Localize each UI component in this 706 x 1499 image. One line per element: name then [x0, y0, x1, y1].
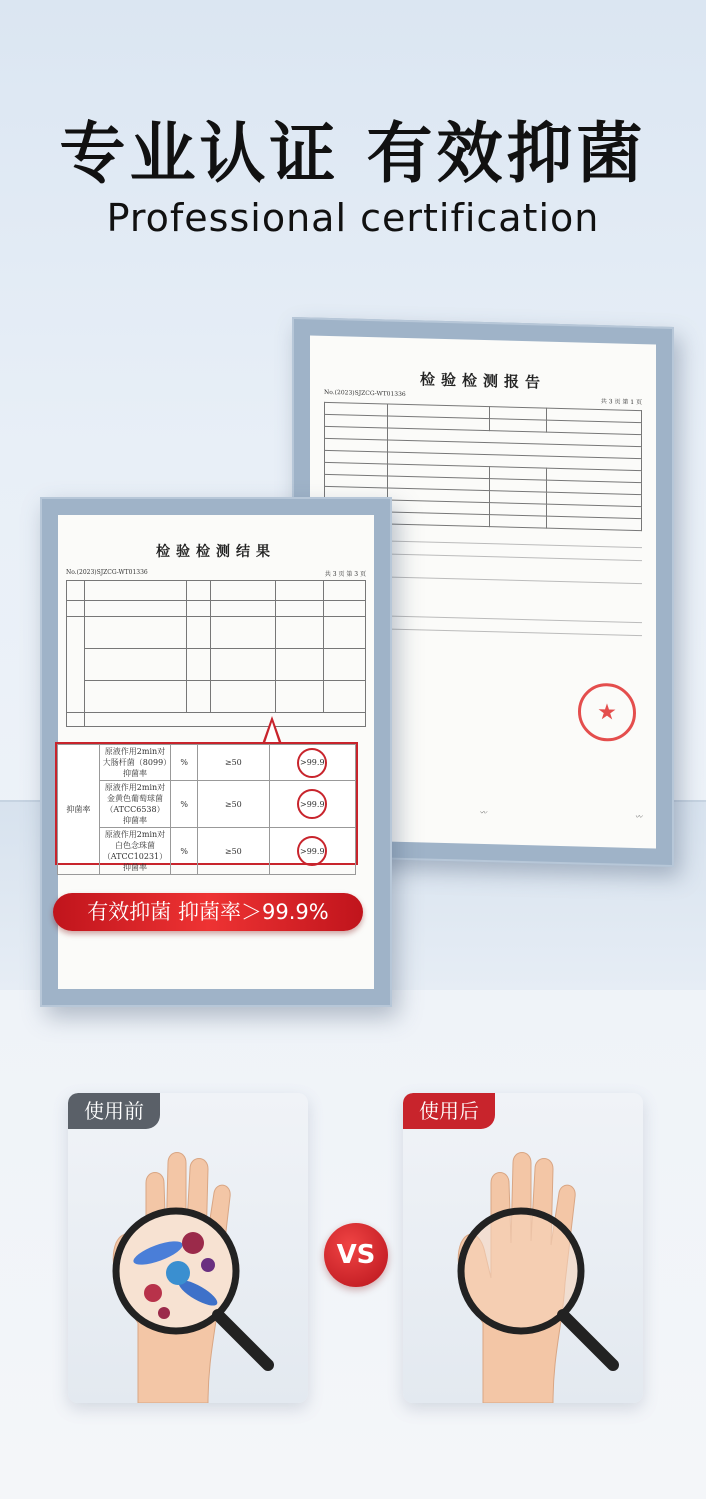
- callout-result-cell: [269, 828, 355, 875]
- hand-with-germs-illustration: [68, 1093, 308, 1403]
- vs-badge: VS: [324, 1223, 388, 1287]
- result-table: [66, 580, 366, 727]
- result-number: No.(2023)SJZCG-WT01336: [66, 569, 148, 576]
- callout-table: [57, 744, 356, 875]
- callout-result: >99.9: [297, 789, 327, 819]
- official-stamp: ★: [578, 682, 636, 742]
- result-meta: [58, 561, 374, 580]
- callout-result: >99.9: [297, 748, 327, 778]
- bacteriostatic-callout: [55, 742, 358, 872]
- result-title: 检验检测结果: [156, 544, 276, 560]
- after-card: [403, 1093, 643, 1403]
- report-page: 共 3 页 第 1 页: [600, 398, 642, 407]
- signature-2: 〰: [479, 808, 487, 818]
- before-card: [68, 1093, 308, 1403]
- effect-banner: 有效抑菌 抑菌率＞99.9%: [53, 893, 363, 931]
- callout-row-header: 抑菌率: [58, 745, 100, 875]
- result-page: 共 3 页 第 3 页: [324, 571, 366, 578]
- before-label: 使用前: [68, 1093, 160, 1129]
- callout-result: >99.9: [297, 836, 327, 866]
- callout-item: 原液作用2min对白色念珠菌（ATCC10231）抑菌率: [99, 828, 171, 875]
- hero-subtitle: Professional certification: [106, 196, 600, 240]
- report-title: 检验检测报告: [419, 370, 546, 392]
- report-number: No.(2023)SJZCG-WT01336: [324, 388, 406, 398]
- callout-result-cell: [269, 781, 355, 828]
- callout-req: ≥50: [198, 781, 270, 828]
- after-label: 使用后: [403, 1093, 495, 1129]
- callout-req: ≥50: [198, 828, 270, 875]
- callout-result-cell: [269, 745, 355, 781]
- callout-unit: %: [171, 745, 198, 781]
- clean-hand-illustration: [403, 1093, 643, 1403]
- callout-item: 原液作用2min对金黄色葡萄球菌（ATCC6538）抑菌率: [99, 781, 171, 828]
- callout-unit: %: [171, 781, 198, 828]
- callout-unit: %: [171, 828, 198, 875]
- callout-item: 原液作用2min对大肠杆菌（8099）抑菌率: [99, 745, 171, 781]
- callout-req: ≥50: [198, 745, 270, 781]
- hero-title: 专业认证 有效抑菌: [59, 115, 647, 192]
- signature-3: 〰: [635, 812, 642, 822]
